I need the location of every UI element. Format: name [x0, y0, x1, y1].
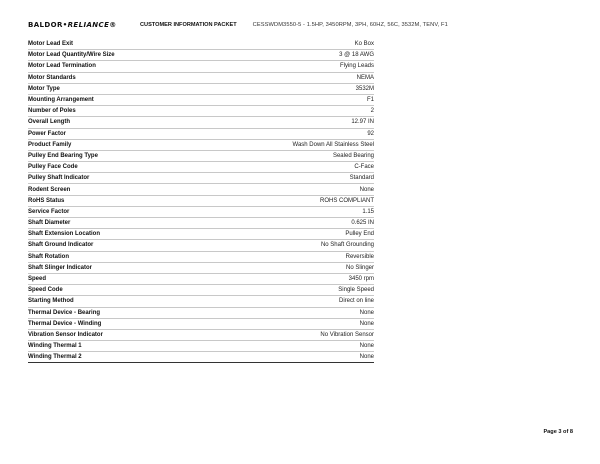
spec-label: Motor Lead Exit — [28, 39, 201, 50]
spec-row — [28, 83, 374, 94]
spec-value: 3532M — [201, 83, 374, 94]
spec-value: 12.97 IN — [201, 117, 374, 128]
spec-row — [28, 39, 374, 50]
spec-value: No Vibration Sensor — [201, 329, 374, 340]
spec-value: Sealed Bearing — [201, 150, 374, 161]
spec-label: Pulley End Bearing Type — [28, 150, 201, 161]
spec-row — [28, 229, 374, 240]
spec-label: Pulley Face Code — [28, 162, 201, 173]
spec-value: ROHS COMPLIANT — [201, 195, 374, 206]
spec-label: Overall Length — [28, 117, 201, 128]
spec-label: Starting Method — [28, 296, 201, 307]
spec-label: Motor Lead Termination — [28, 61, 201, 72]
spec-label: Winding Thermal 2 — [28, 352, 201, 363]
spec-label: Shaft Rotation — [28, 251, 201, 262]
spec-value: 92 — [201, 128, 374, 139]
spec-table — [28, 39, 374, 363]
spec-row — [28, 72, 374, 83]
spec-label: Motor Standards — [28, 72, 201, 83]
spec-row — [28, 139, 374, 150]
spec-label: Speed Code — [28, 285, 201, 296]
spec-row — [28, 50, 374, 61]
spec-value: 3450 rpm — [201, 273, 374, 284]
spec-value: Ko Box — [201, 39, 374, 50]
spec-row — [28, 184, 374, 195]
spec-value: None — [201, 184, 374, 195]
spec-row — [28, 318, 374, 329]
spec-label: Vibration Sensor Indicator — [28, 329, 201, 340]
spec-label: Speed — [28, 273, 201, 284]
spec-row — [28, 240, 374, 251]
model-description: CESSWDM3550-5 - 1.5HP, 3450RPM, 3PH, 60HZ, 56C, 3532M, TENV, F1 — [252, 22, 448, 28]
spec-row — [28, 285, 374, 296]
spec-row — [28, 150, 374, 161]
spec-value: NEMA — [201, 72, 374, 83]
spec-label: Shaft Ground Indicator — [28, 240, 201, 251]
spec-label: Product Family — [28, 139, 201, 150]
spec-label: Shaft Slinger Indicator — [28, 262, 201, 273]
spec-value: None — [201, 341, 374, 352]
spec-row — [28, 262, 374, 273]
page-header — [28, 20, 448, 30]
logo-reliance: RELIANCE® — [67, 21, 117, 29]
spec-label: Mounting Arrangement — [28, 94, 201, 105]
spec-row — [28, 352, 374, 363]
spec-row — [28, 296, 374, 307]
spec-row — [28, 341, 374, 352]
spec-row — [28, 106, 374, 117]
spec-row — [28, 162, 374, 173]
spec-label: Power Factor — [28, 128, 201, 139]
spec-value: 0.625 IN — [201, 218, 374, 229]
packet-title: CUSTOMER INFORMATION PACKET — [140, 22, 237, 28]
spec-value: 2 — [201, 106, 374, 117]
logo-separator: • — [62, 21, 68, 29]
spec-value: Reversible — [201, 251, 374, 262]
spec-row — [28, 94, 374, 105]
spec-value: Single Speed — [201, 285, 374, 296]
spec-row — [28, 329, 374, 340]
spec-row — [28, 117, 374, 128]
spec-row — [28, 251, 374, 262]
spec-row — [28, 128, 374, 139]
spec-row — [28, 195, 374, 206]
spec-value: Pulley End — [201, 229, 374, 240]
spec-label: Number of Poles — [28, 106, 201, 117]
spec-value: C-Face — [201, 162, 374, 173]
spec-value: None — [201, 307, 374, 318]
brand-logo — [28, 21, 136, 29]
spec-value: 1.15 — [201, 206, 374, 217]
spec-label: RoHS Status — [28, 195, 201, 206]
spec-value: 3 @ 18 AWG — [201, 50, 374, 61]
spec-value: Wash Down All Stainless Steel — [201, 139, 374, 150]
spec-label: Winding Thermal 1 — [28, 341, 201, 352]
spec-row — [28, 173, 374, 184]
spec-value: Direct on line — [201, 296, 374, 307]
spec-label: Thermal Device - Winding — [28, 318, 201, 329]
spec-value: F1 — [201, 94, 374, 105]
spec-label: Motor Type — [28, 83, 201, 94]
logo-baldor: BALDOR — [28, 21, 63, 29]
spec-row — [28, 273, 374, 284]
spec-value: No Shaft Grounding — [201, 240, 374, 251]
page-number: Page 3 of 8 — [543, 429, 573, 435]
spec-row — [28, 61, 374, 72]
spec-value: Flying Leads — [201, 61, 374, 72]
spec-label: Shaft Diameter — [28, 218, 201, 229]
spec-label: Rodent Screen — [28, 184, 201, 195]
spec-value: None — [201, 352, 374, 363]
spec-value: No Slinger — [201, 262, 374, 273]
spec-row — [28, 307, 374, 318]
spec-label: Shaft Extension Location — [28, 229, 201, 240]
spec-row — [28, 206, 374, 217]
spec-value: Standard — [201, 173, 374, 184]
spec-row — [28, 218, 374, 229]
spec-value: None — [201, 318, 374, 329]
spec-label: Thermal Device - Bearing — [28, 307, 201, 318]
spec-label: Service Factor — [28, 206, 201, 217]
spec-label: Pulley Shaft Indicator — [28, 173, 201, 184]
spec-label: Motor Lead Quantity/Wire Size — [28, 50, 201, 61]
